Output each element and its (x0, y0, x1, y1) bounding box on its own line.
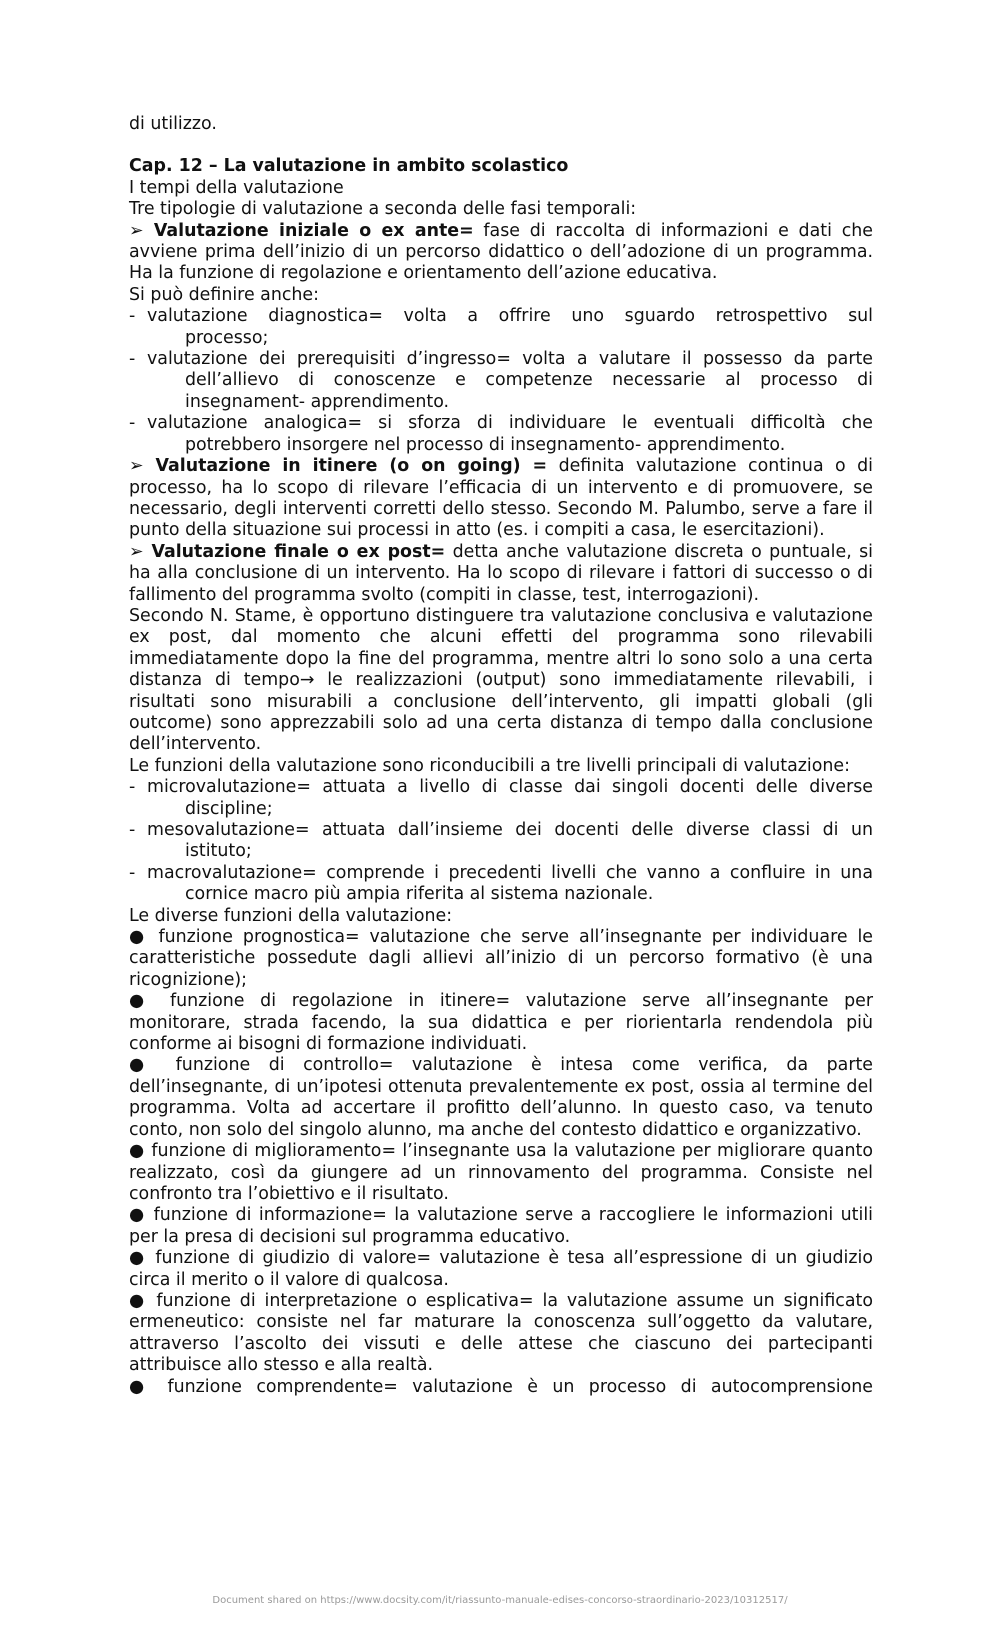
function-item: ● funzione di giudizio di valore= valutazione è tesa all’espressione di un giudizio circa il merito o il valore di qualcosa. (129, 1248, 873, 1290)
tipologie-line: Tre tipologie di valutazione a seconda delle fasi temporali: (129, 199, 637, 220)
list-item (129, 777, 873, 820)
stame-paragraph: Secondo N. Stame, è opportuno distinguere tra valutazione conclusiva e valutazione ex post, dal momento che alcuni effetti del programma sono rilevabili immediatamente dopo la fine del programma, mentre altri lo sono solo a una certa distanza di tempo→ le realizzazioni (output) sono immediatamente rilevabili, i risultati sono misurabili a conclusione dell’intervento, gli impatti globali (gli outcome) sono apprezzabili solo ad una certa distanza di tempo dalla conclusione dell’intervento. (129, 605, 873, 755)
ex-ante-text: fase di raccolta di informazioni e dati che avviene prima dell’inizio di un percorso didattico o dell’adozione di un programma. Ha la funzione di regolazione e orientamento dell’azione educativa. (129, 220, 873, 284)
list-item (129, 863, 873, 906)
list-item (129, 306, 873, 349)
in-itinere-text: definita valutazione continua o di processo, ha lo scopo di rilevare l’efficacia di un intervento e di promuovere, se necessario, degli interventi corretti dello stesso. Secondo M. Palumbo, serve a fare il punto della situazione sui processi in atto (es. i compiti a casa, le esercitazioni). (129, 456, 873, 541)
in-itinere-title: ➢ Valutazione in itinere (o on going) = (129, 456, 548, 477)
list-item-first-line: macrovalutazione= comprende i precedenti livelli che vanno a confluire in una (147, 862, 873, 883)
finale-text: detta anche valutazione discreta o puntuale, si ha alla conclusione di un intervento. Ha lo scopo di rilevare i fattori di successo o di fallimento del programma svolto (compiti in classe, test, interrogazioni). (129, 541, 873, 605)
livelli-paragraph: Le funzioni della valutazione sono riconducibili a tre livelli principali di valutazione: (129, 755, 850, 776)
ex-ante-list (129, 306, 873, 456)
list-item-continuation: discipline; (185, 798, 273, 819)
dash-marker: - (129, 820, 136, 840)
function-item: ● funzione di informazione= la valutazione serve a raccogliere le informazioni utili per la presa di decisioni sul programma educativo. (129, 1205, 873, 1247)
ex-ante-paragraph (129, 221, 873, 285)
finale-paragraph (129, 542, 873, 606)
intro-line: di utilizzo. (129, 114, 217, 134)
list-item-continuation: istituto; (185, 841, 252, 862)
list-item (129, 413, 873, 456)
dash-marker: - (129, 862, 136, 883)
function-item: ● funzione comprendente= valutazione è un processo di autocomprensione (129, 1376, 873, 1397)
chapter-title: Cap. 12 – La valutazione in ambito scolastico (129, 156, 569, 177)
list-item-first-line: microvalutazione= attuata a livello di classe dai singoli docenti delle diverse (147, 777, 873, 798)
list-item-continuation: processo; (185, 327, 269, 348)
document-page (129, 114, 873, 1398)
function-item: ● funzione di regolazione in itinere= valutazione serve all’insegnante per monitorare, strada facendo, la sua didattica e per riorientarla rendendola più conforme ai bisogni di formazione individuati. (129, 991, 873, 1055)
definire-line: Si può definire anche: (129, 284, 319, 305)
function-item: ● funzione di miglioramento= l’insegnante usa la valutazione per migliorare quanto realizzato, così da giungere ad un rinnovamento del programma. Consiste nel confronto tra l’obiettivo e il risultato. (129, 1141, 873, 1204)
dash-marker: - (129, 777, 136, 798)
list-item-continuation: dell’allievo di conoscenze e competenze necessarie al processo di insegnament- apprendimento. (185, 370, 873, 412)
in-itinere-paragraph (129, 456, 873, 542)
functions-list (129, 927, 873, 1398)
function-item: ● funzione di interpretazione o esplicativa= la valutazione assume un significato ermeneutico: consiste nel far maturare la conoscenza sull’oggetto da valutare, attraverso l’ascolto dei vissuti e delle attese che ciascuno dei partecipanti attribuisce allo stesso e alla realtà. (129, 1290, 873, 1376)
finale-title: ➢ Valutazione finale o ex post= (129, 541, 446, 562)
dash-marker: - (129, 413, 136, 434)
footer-link[interactable]: Document shared on https://www.docsity.com/it/riassunto-manuale-edises-concorso-straordinario-2023/10312517/ (212, 1595, 788, 1606)
list-item-continuation: potrebbero insorgere nel processo di insegnamento- apprendimento. (185, 434, 786, 455)
levels-list (129, 777, 873, 905)
function-item: ● funzione prognostica= valutazione che serve all’insegnante per individuare le caratteristiche possedute dagli allievi all’inizio di un percorso formativo (è una ricognizione); (129, 927, 873, 990)
list-item (129, 349, 873, 413)
list-item (129, 820, 873, 863)
section-subtitle: I tempi della valutazione (129, 177, 344, 198)
ex-ante-title: ➢ Valutazione iniziale o ex ante= (129, 220, 474, 241)
spacer (129, 135, 873, 156)
dash-marker: - (129, 349, 136, 370)
list-item-first-line: valutazione analogica= si sforza di individuare le eventuali difficoltà che (147, 413, 873, 434)
list-item-first-line: valutazione dei prerequisiti d’ingresso= volta a valutare il possesso da parte (147, 349, 873, 370)
function-item: ● funzione di controllo= valutazione è intesa come verifica, da parte dell’insegnante, di un’ipotesi ottenuta prevalentemente ex post, ossia al termine del programma. Volta ad accertare il profitto dell’alunno. In questo caso, va tenuto conto, non solo del singolo alunno, ma anche del contesto didattico e organizzativo. (129, 1055, 873, 1140)
diverse-funzioni-line: Le diverse funzioni della valutazione: (129, 905, 453, 926)
dash-marker: - (129, 306, 136, 327)
list-item-first-line: valutazione diagnostica= volta a offrire uno sguardo retrospettivo sul (147, 306, 873, 327)
list-item-first-line: mesovalutazione= attuata dall’insieme dei docenti delle diverse classi di un (147, 820, 873, 840)
list-item-continuation: cornice macro più ampia riferita al sistema nazionale. (185, 884, 654, 905)
